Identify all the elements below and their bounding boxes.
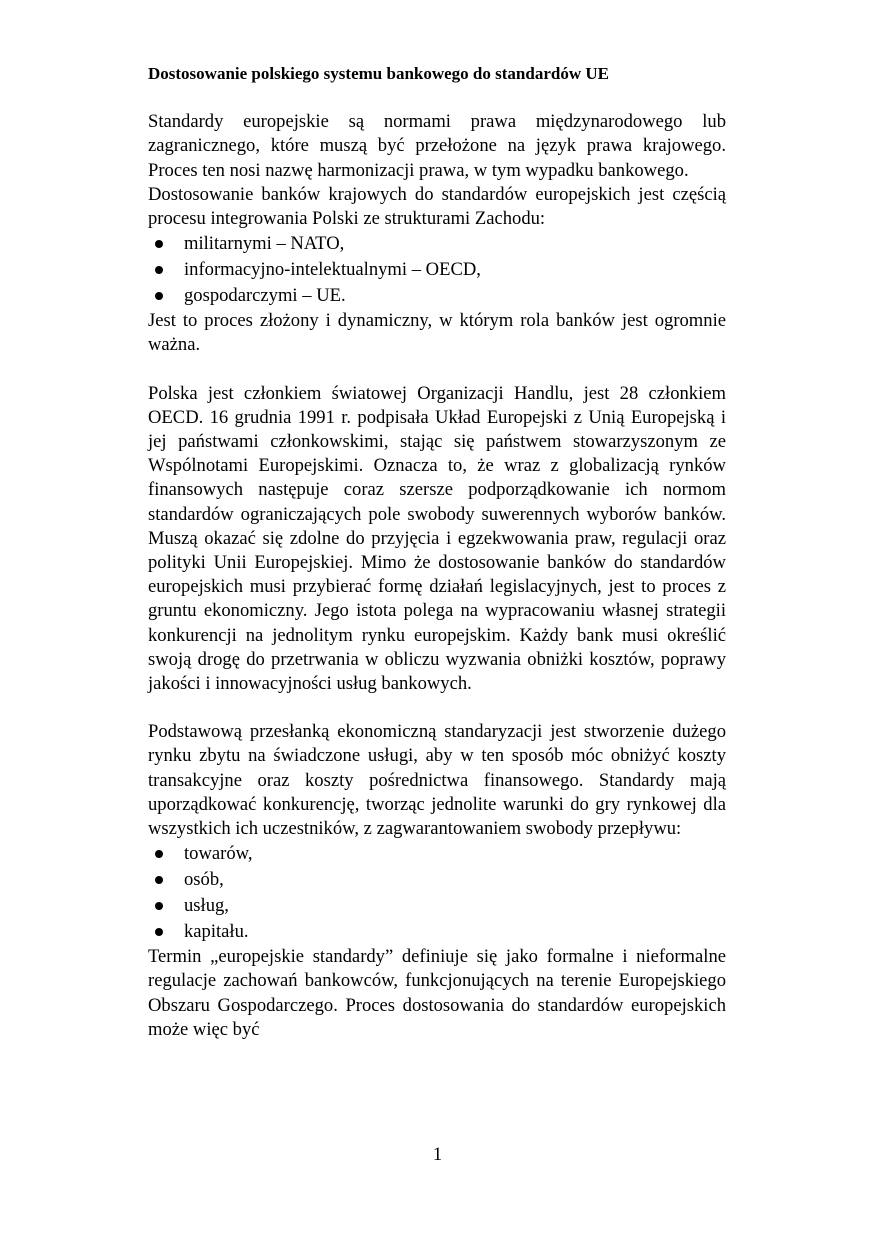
paragraph-3: Jest to proces złożony i dynamiczny, w którym rola banków jest ogromnie ważna. [148, 310, 726, 356]
paragraph-4: Polska jest członkiem światowej Organizacji Handlu, jest 28 członkiem OECD. 16 grudnia 1991 r. podpisała Układ Europejski z Unią Europejską i jej państwami członkowskimi, stając się państwem stowarzyszonym ze Wspólnotami Europejskimi. Oznacza to, że wraz z globalizacją rynków finansowych następuje coraz szersze podporządkowanie ich normom standardów ograniczających pole swobody suwerennych wyborów banków. Muszą okazać się zdolne do przyjęcia i egzekwowania praw, regulacji oraz polityki Unii Europejskiej. Mimo że dostosowanie banków do standardów europejskich musi przybierać formę działań legislacyjnych, jest to proces z gruntu ekonomiczny. Jego istota polega na wypracowaniu własnej strategii konkurencji na jednolitym rynku europejskim. Każdy bank musi określić swoją drogę do przetrwania w obliczu wyzwania obniżki kosztów, poprawy jakości i innowacyjności usług bankowych. [148, 382, 726, 695]
document-title: Dostosowanie polskiego systemu bankowego do standardów UE [148, 64, 609, 83]
list-item-text: informacyjno-intelektualnymi – OECD, [184, 259, 481, 281]
list-integration-structures [148, 231, 726, 309]
paragraph-1: Standardy europejskie są normami prawa międzynarodowego lub zagranicznego, które muszą być przełożone na język prawa krajowego. Proces ten nosi nazwę harmonizacji prawa, w tym wypadku bankowego. [148, 111, 726, 181]
list-item [148, 257, 726, 283]
page-number: 1 [432, 1144, 443, 1165]
paragraph-6: Termin „europejskie standardy” definiuje się jako formalne i nieformalne regulacje zachowań bankowców, funkcjonujących na terenie Europejskiego Obszaru Gospodarczego. Proces dostosowania do standardów europejskich może więc być [148, 946, 726, 1040]
bullet-icon [155, 292, 163, 300]
bullet-icon [155, 876, 163, 884]
list-item-text: towarów, [184, 843, 253, 865]
document-page [148, 62, 726, 1042]
bullet-icon [155, 902, 163, 910]
bullet-icon [155, 240, 163, 248]
bullet-icon [155, 266, 163, 274]
list-item-text: usług, [184, 895, 229, 917]
list-item-text: kapitału. [184, 921, 249, 943]
list-item-text: gospodarczymi – UE. [184, 285, 346, 307]
list-item [148, 283, 726, 309]
paragraph-2: Dostosowanie banków krajowych do standardów europejskich jest częścią procesu integrowania Polski ze strukturami Zachodu: [148, 183, 726, 230]
list-free-movement [148, 841, 726, 945]
list-item-text: militarnymi – NATO, [184, 233, 345, 255]
paragraph-5: Podstawową przesłanką ekonomiczną standaryzacji jest stworzenie dużego rynku zbytu na świadczone usługi, aby w ten sposób móc obniżyć koszty transakcyjne oraz koszty pośrednictwa finansowego. Standardy mają uporządkować konkurencję, tworząc jednolite warunki do gry rynkowej dla wszystkich ich uczestników, z zagwarantowaniem swobody przepływu: [148, 721, 726, 840]
bullet-icon [155, 928, 163, 936]
list-item [148, 919, 726, 945]
list-item [148, 867, 726, 893]
list-item [148, 231, 726, 257]
list-item [148, 893, 726, 919]
list-item [148, 841, 726, 867]
list-item-text: osób, [184, 869, 224, 891]
bullet-icon [155, 850, 163, 858]
